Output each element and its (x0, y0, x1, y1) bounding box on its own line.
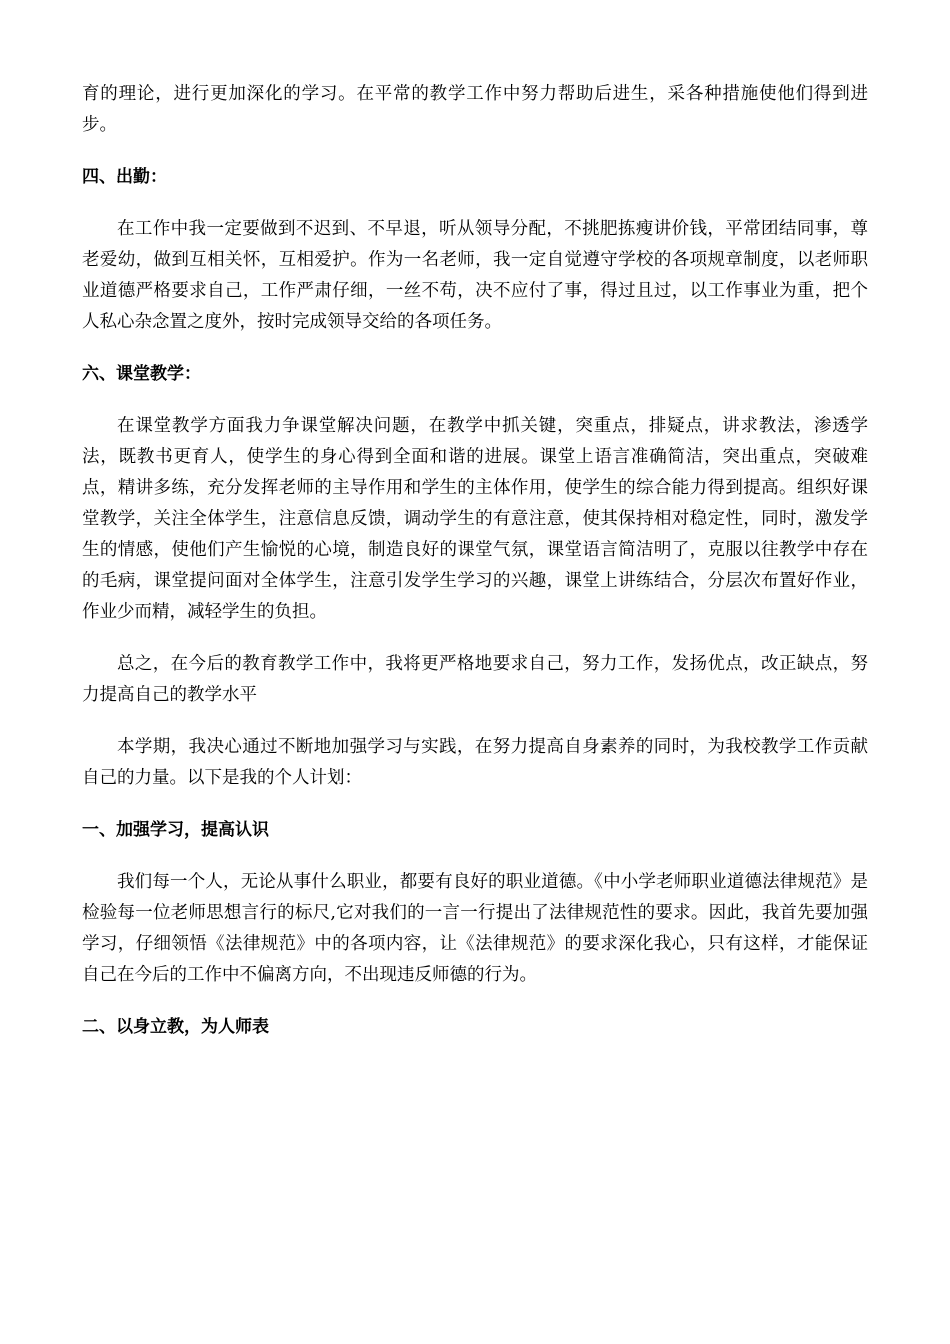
section-heading-classroom-teaching: 六、课堂教学： (82, 364, 201, 384)
paragraph-semester-plan: 本学期，我决心通过不断地加强学习与实践，在努力提高自身素养的同时，为我校教学工作贡献自己的力量。以下是我的个人计划： (82, 737, 868, 788)
section-heading-strengthen-learning: 一、加强学习，提高认识 (82, 820, 269, 840)
paragraph-attendance: 在工作中我一定要做到不迟到、不早退，听从领导分配，不挑肥拣瘦讲价钱，平常团结同事，尊老爱幼，做到互相关怀，互相爱护。作为一名老师，我一定自觉遵守学校的各项规章制度，以老师职业道德严格要求自己，工作严肃仔细，一丝不苟，决不应付了事，得过且过，以工作事业为重，把个人私心杂念置之度外，按时完成领导交给的各项任务。 (82, 219, 868, 332)
paragraph-strengthen-learning: 我们每一个人，无论从事什么职业，都要有良好的职业道德。《中小学老师职业道德法律规范》是检验每一位老师思想言行的标尺,它对我们的一言一行提出了法律规范性的要求。因此，我首先要加强学习，仔细领悟《法律规范》中的各项内容，让《法律规范》的要求深化我心，只有这样，才能保证自己在今后的工作中不偏离方向，不出现违反师德的行为。 (82, 872, 868, 985)
paragraph-classroom-teaching: 在课堂教学方面我力争课堂解决问题，在教学中抓关键，突重点，排疑点，讲求教法，渗透学法，既教书更育人，使学生的身心得到全面和谐的进展。课堂上语言准确简洁，突出重点，突破难点，精讲多练，充分发挥老师的主导作用和学生的主体作用，使学生的综合能力得到提高。组织好课堂教学，关注全体学生，注意信息反馈，调动学生的有意注意，使其保持相对稳定性，同时，激发学生的情感，使他们产生愉悦的心境，制造良好的课堂气氛，课堂语言简洁明了，克服以往教学中存在的毛病，课堂提问面对全体学生，注意引发学生学习的兴趣，课堂上讲练结合，分层次布置好作业，作业少而精，减轻学生的负担。 (82, 416, 868, 622)
paragraph-summary: 总之，在今后的教育教学工作中，我将更严格地要求自己，努力工作，发扬优点，改正缺点，努力提高自己的教学水平 (82, 654, 868, 705)
section-heading-attendance: 四、出勤： (82, 167, 167, 187)
section-heading-lead-by-example: 二、以身立教，为人师表 (82, 1017, 269, 1037)
paragraph-continuation: 育的理论，进行更加深化的学习。在平常的教学工作中努力帮助后进生，采各种措施使他们得到进步。 (82, 84, 868, 135)
